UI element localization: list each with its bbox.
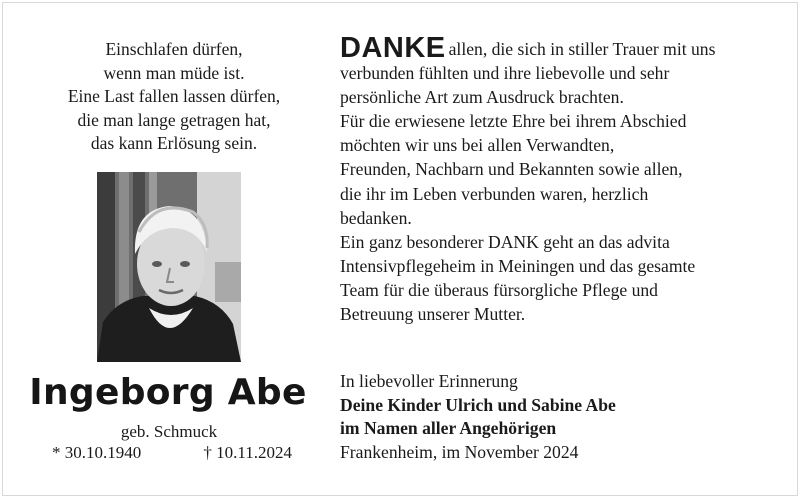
portrait-photo (97, 172, 241, 362)
poem-line: Einschlafen dürfen, (105, 39, 243, 59)
maiden-name: geb. Schmuck (120, 422, 218, 441)
portrait-illustration (97, 172, 241, 362)
thanks-line: verbunden fühlten und ihre liebevolle und sehr (340, 63, 670, 84)
thanks-line: Für die erwiesene letzte Ehre bei ihrem Abschied (340, 111, 687, 132)
thanks-text (340, 32, 780, 326)
poem-line: die man lange getragen hat, (77, 109, 271, 130)
thanks-line: möchten wir uns bei allen Verwandten, (340, 135, 615, 156)
poem-line: Eine Last fallen lassen dürfen, (67, 86, 281, 106)
thanks-first-line (340, 32, 780, 64)
thanks-line: bedanken. (340, 207, 412, 228)
signature-relatives: im Namen aller Angehörigen (340, 418, 557, 439)
thanks-line: Intensivpflegeheim in Meiningen und das gesamte (340, 255, 696, 276)
thanks-line: Freunden, Nachbarn und Bekannten sowie allen, (340, 159, 683, 180)
poem-line: das kann Erlösung sein. (90, 133, 258, 153)
signature-intro: In liebevoller Erinnerung (340, 371, 518, 391)
thanks-heading: DANKE (340, 32, 446, 64)
thanks-line: Team für die überaus fürsorgliche Pflege und (340, 279, 658, 300)
thanks-line: Ein ganz besonderer DANK geht an das advita (340, 231, 670, 252)
death-date: † 10.11.2024 (203, 443, 292, 462)
thanks-line: die ihr im Leben verbunden waren, herzlich (340, 183, 649, 204)
signature-family: Deine Kinder Ulrich und Sabine Abe (340, 394, 616, 415)
poem-line: wenn man müde ist. (103, 62, 245, 83)
memorial-poem (40, 38, 308, 156)
thanks-line: Betreuung unserer Mutter. (340, 304, 526, 325)
thanks-line: allen, die sich in stiller Trauer mit uns (448, 39, 716, 59)
life-dates (52, 442, 292, 464)
signature-place-date: Frankenheim, im November 2024 (340, 442, 579, 463)
thanks-line: persönliche Art zum Ausdruck brachten. (340, 87, 624, 108)
birth-date: * 30.10.1940 (52, 443, 142, 462)
signature-block (340, 370, 780, 465)
deceased-name: Ingeborg Abe (29, 372, 307, 413)
